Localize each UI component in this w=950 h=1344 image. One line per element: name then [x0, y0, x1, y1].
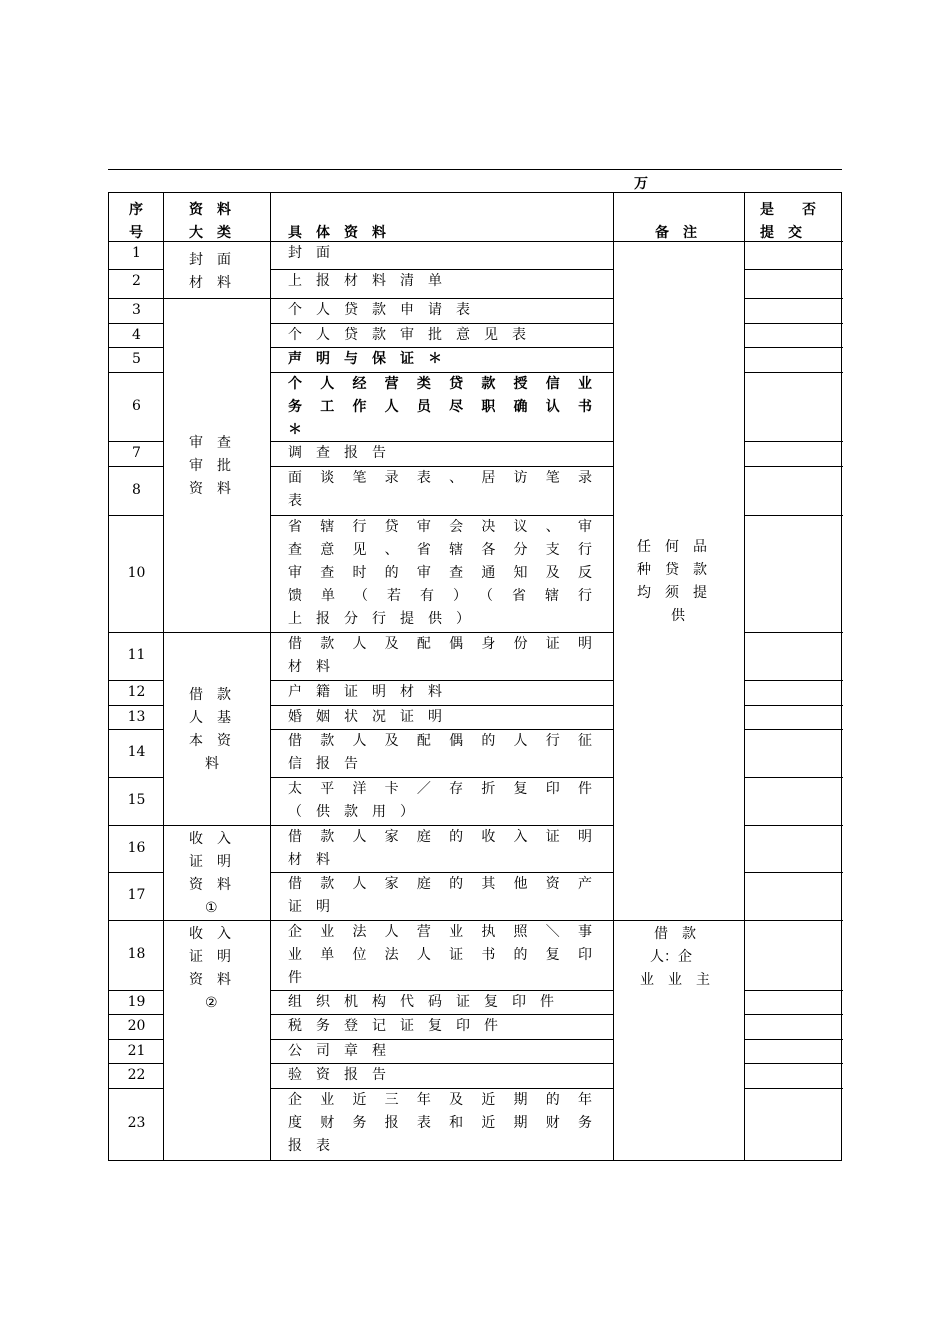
row-divider	[744, 269, 843, 270]
category-borrower-basic: 借 款 人 基 本 资 料	[189, 687, 231, 772]
row-divider	[109, 990, 164, 991]
row-divider	[744, 632, 843, 633]
row-detail: 借款人及配偶身份证明 材 料	[288, 636, 592, 675]
row-number: 5	[132, 351, 141, 367]
row-number: 19	[127, 994, 146, 1010]
row-detail: 上 报 材 料 清 单	[288, 273, 442, 289]
row-divider	[109, 269, 164, 270]
row-divider	[109, 920, 843, 921]
row-divider	[744, 680, 843, 681]
header-cat-1: 资 料	[189, 202, 231, 218]
category-cover: 封 面 材 料	[189, 252, 231, 291]
row-divider	[744, 441, 843, 442]
row-divider	[744, 1014, 843, 1015]
row-divider	[744, 777, 843, 778]
row-divider	[109, 1063, 164, 1064]
header-cat-2: 大 类	[189, 225, 231, 241]
row-divider	[109, 872, 164, 873]
row-divider	[270, 1014, 614, 1015]
row-detail: 面谈笔录表、居访笔录 表	[288, 470, 592, 509]
row-divider	[744, 466, 843, 467]
row-divider	[270, 680, 614, 681]
unit-label: 万	[634, 176, 648, 192]
row-number: 6	[132, 397, 141, 414]
row-divider	[109, 632, 614, 633]
row-divider	[109, 466, 164, 467]
row-divider	[744, 825, 843, 826]
row-detail: 调 查 报 告	[288, 445, 386, 461]
row-number: 18	[127, 946, 146, 962]
row-detail: 户 籍 证 明 材 料	[288, 684, 442, 700]
header-detail: 具 体 资 料	[288, 225, 386, 241]
row-detail: 企业法人营业执照＼事 业单位法人证书的复印 件	[288, 924, 592, 986]
row-divider	[744, 298, 843, 299]
row-divider	[109, 825, 614, 826]
row-detail: 省辖行贷审会决议、审 查意见、省辖各分支行 审查时的审查通知及反 馈单（若有）（省辖行 上 报 分 行 提 供 ）	[288, 519, 592, 627]
row-divider	[744, 372, 843, 373]
header-submit-2: 提 交	[760, 225, 802, 241]
row-detail: 个 人 贷 款 审 批 意 见 表	[288, 327, 526, 343]
row-number: 21	[127, 1043, 146, 1059]
row-number: 22	[127, 1067, 146, 1083]
row-divider	[109, 777, 164, 778]
row-divider	[744, 1088, 843, 1089]
category-income-2: 收 入 证 明 资 料 ②	[189, 926, 231, 1011]
row-number: 17	[127, 887, 146, 903]
row-detail: 借款人及配偶的人行征 信 报 告	[288, 733, 592, 772]
row-divider	[270, 515, 614, 516]
row-divider	[744, 990, 843, 991]
row-divider	[744, 1039, 843, 1040]
row-divider	[270, 777, 614, 778]
row-detail: 个人经营类贷款授信业 务工作人员尽职确认书 ＊	[288, 376, 592, 438]
row-divider	[270, 990, 614, 991]
row-divider	[109, 372, 164, 373]
row-detail: 借款人家庭的收入证明 材 料	[288, 829, 592, 868]
note-enterprise-owner: 借 款 人：企 业 业 主	[640, 926, 710, 988]
row-divider	[270, 1088, 614, 1089]
row-number: 23	[127, 1115, 146, 1131]
row-divider	[744, 515, 843, 516]
top-rule	[108, 169, 842, 170]
row-divider	[744, 347, 843, 348]
row-divider	[109, 441, 164, 442]
row-divider	[744, 872, 843, 873]
header-note: 备 注	[655, 225, 697, 241]
row-detail: 企业近三年及近期的年 度财务报表和近期财务 报 表	[288, 1092, 592, 1154]
row-divider	[109, 1014, 164, 1015]
row-number: 3	[132, 302, 141, 318]
row-number: 1	[132, 245, 141, 261]
row-detail: 声 明 与 保 证 ＊	[288, 351, 442, 367]
row-detail: 税 务 登 记 证 复 印 件	[288, 1018, 498, 1034]
category-income-1: 收 入 证 明 资 料 ①	[189, 831, 231, 916]
row-divider	[270, 705, 614, 706]
row-divider	[744, 705, 843, 706]
header-submit-1: 是 否	[760, 202, 816, 218]
category-review: 审 查 审 批 资 料	[189, 435, 231, 497]
row-detail: 公 司 章 程	[288, 1043, 386, 1059]
row-detail: 借款人家庭的其他资产 证 明	[288, 876, 592, 915]
row-detail: 婚 姻 状 况 证 明	[288, 709, 442, 725]
row-divider	[744, 323, 843, 324]
row-divider	[270, 466, 614, 467]
row-divider	[109, 347, 164, 348]
row-divider	[109, 323, 164, 324]
row-divider	[744, 1063, 843, 1064]
row-detail: 个 人 贷 款 申 请 表	[288, 302, 470, 318]
row-number: 16	[127, 839, 146, 856]
row-divider	[109, 241, 843, 242]
row-number: 14	[127, 744, 146, 760]
row-number: 20	[127, 1018, 146, 1034]
row-number: 7	[132, 445, 141, 461]
materials-table	[108, 192, 842, 1161]
row-detail: 太平洋卡／存折复印件 （ 供 款 用 ）	[288, 781, 592, 820]
row-divider	[109, 1088, 164, 1089]
header-seq-2: 号	[129, 225, 143, 241]
header-seq-1: 序	[129, 202, 143, 218]
row-divider	[744, 729, 843, 730]
row-divider	[270, 372, 614, 373]
row-number: 8	[132, 481, 141, 498]
row-divider	[109, 1039, 164, 1040]
note-all-products: 任 何 品 种 贷 款 均 须 提 供	[637, 539, 707, 624]
row-detail: 组 织 机 构 代 码 证 复 印 件	[288, 994, 554, 1010]
row-divider	[109, 680, 164, 681]
row-divider	[270, 1063, 614, 1064]
row-detail: 封 面	[288, 245, 330, 261]
row-number: 13	[127, 709, 146, 725]
row-divider	[270, 1039, 614, 1040]
row-divider	[270, 872, 614, 873]
row-number: 15	[127, 792, 146, 808]
row-number: 12	[127, 684, 146, 700]
row-divider	[270, 347, 614, 348]
row-detail: 验 资 报 告	[288, 1067, 386, 1083]
row-number: 10	[127, 564, 146, 581]
row-divider	[270, 729, 614, 730]
row-divider	[109, 729, 164, 730]
row-divider	[109, 705, 164, 706]
row-divider	[270, 269, 614, 270]
row-divider	[270, 323, 614, 324]
row-divider	[109, 298, 614, 299]
row-number: 4	[132, 327, 141, 343]
row-divider	[270, 441, 614, 442]
row-divider	[109, 515, 164, 516]
row-number: 11	[127, 647, 146, 663]
row-number: 2	[132, 273, 141, 289]
